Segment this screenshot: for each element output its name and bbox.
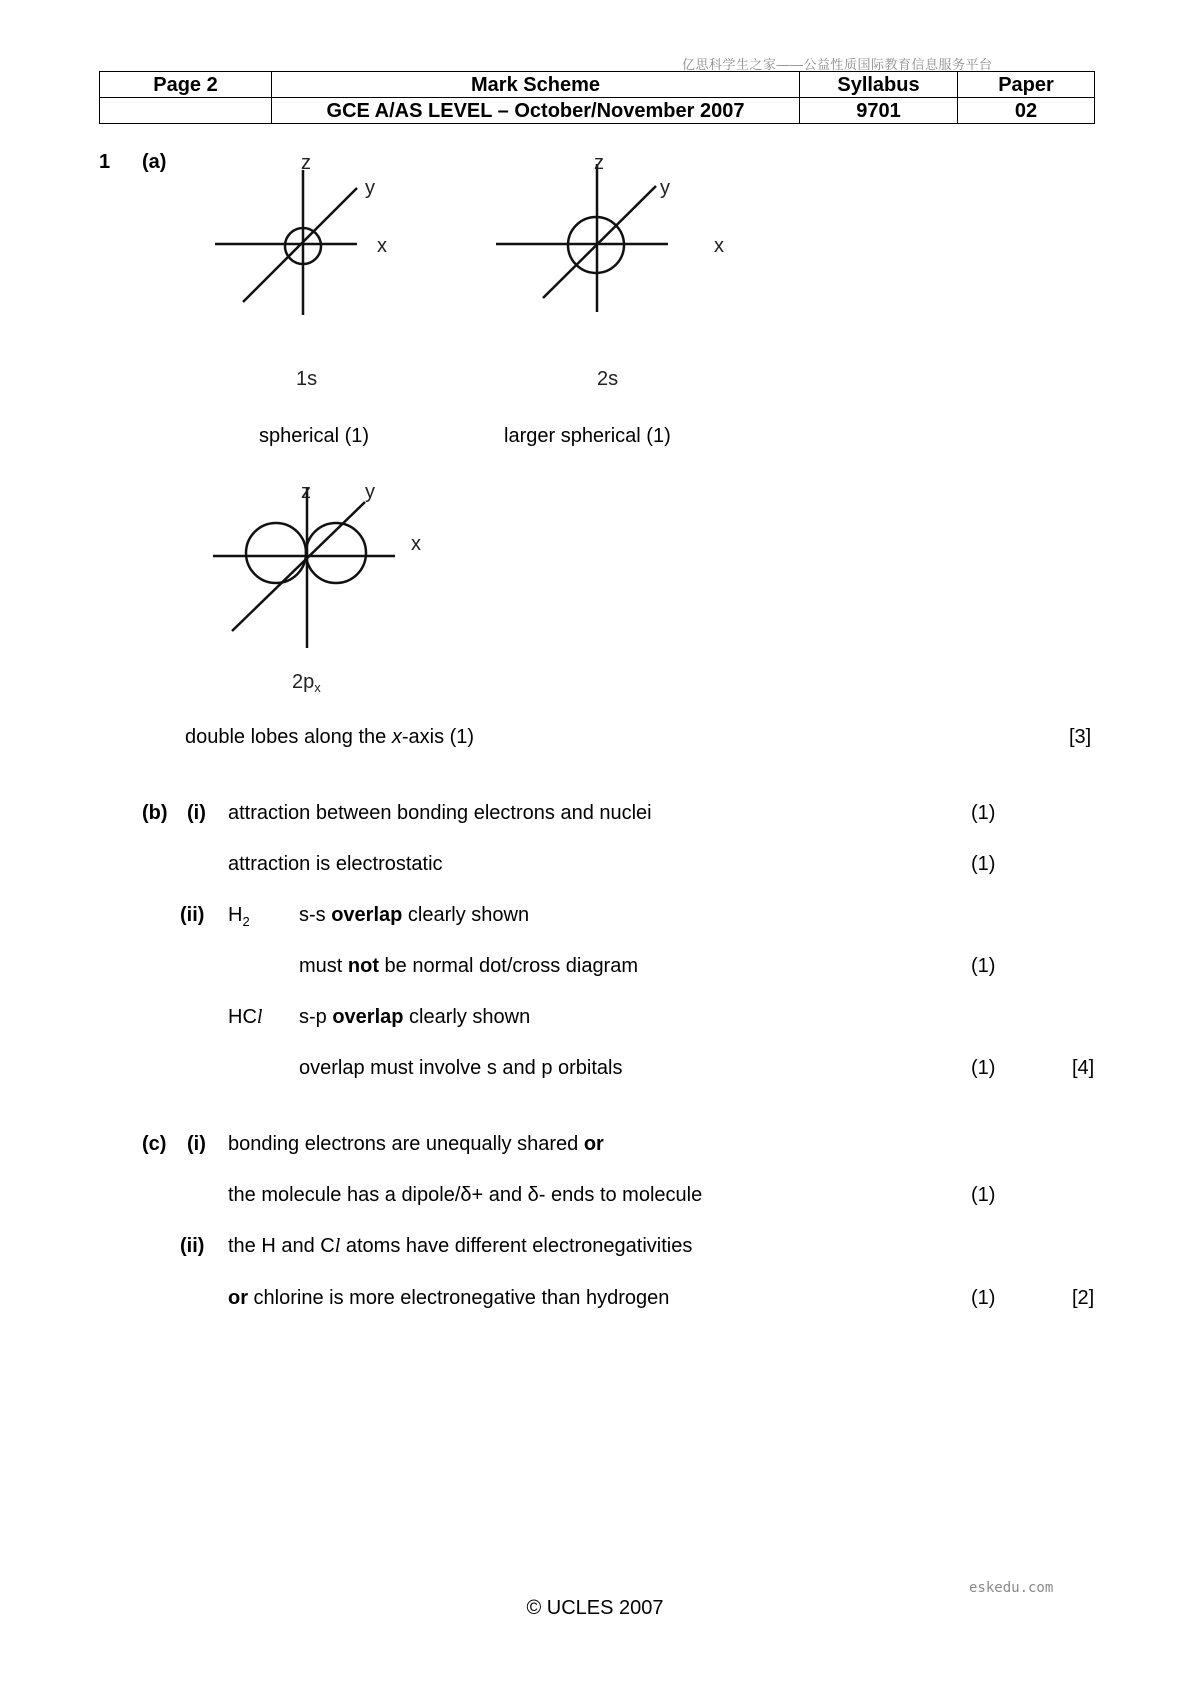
orbital-name-2px: $2p_x$: [292, 671, 321, 695]
axis-x-label: x: [714, 235, 724, 257]
caption-2s: larger spherical (1): [504, 425, 671, 447]
part-b-i-line1: attraction between bonding electrons and nuclei: [228, 802, 652, 824]
h2-line1: s-s overlap clearly shown: [299, 904, 530, 926]
orbital-2s-diagram: [490, 150, 740, 395]
header-paper-label: Paper: [958, 72, 1095, 98]
watermark-bottom: eskedu.com: [969, 1580, 1054, 1596]
header-syllabus: 9701: [800, 98, 958, 124]
hcl-label: HCl: [228, 1006, 263, 1028]
question-number: 1: [99, 151, 111, 173]
header-table: [99, 71, 1095, 124]
caption-1s: spherical (1): [259, 425, 370, 447]
header-syllabus-label: Syllabus: [800, 72, 958, 98]
mark: (1): [971, 802, 996, 824]
mark: (1): [971, 853, 996, 875]
orbital-name-2s: 2s: [597, 368, 619, 390]
header-subtitle: GCE A/AS LEVEL – October/November 2007: [272, 98, 800, 124]
part-c-i-label: (i): [187, 1133, 206, 1155]
orbital-name-1s: 1s: [296, 368, 318, 390]
part-c-ii-label: (ii): [180, 1235, 205, 1257]
axis-x-label: x: [411, 533, 421, 555]
h2-line2: must not be normal dot/cross diagram: [299, 955, 639, 977]
part-c-label: (c): [142, 1133, 167, 1155]
mark: (1): [971, 1184, 996, 1206]
mark: (1): [971, 1287, 996, 1309]
axis-y-label: y: [660, 177, 670, 199]
orbital-1s-diagram: [205, 150, 405, 395]
axis-z-label: z: [301, 152, 311, 174]
part-a-total: [3]: [1069, 726, 1092, 748]
part-c-i-line2: the molecule has a dipole/δ+ and δ- ends to molecule: [228, 1184, 703, 1206]
header-title: Mark Scheme: [272, 72, 800, 98]
footer-copyright: © UCLES 2007: [526, 1597, 664, 1619]
mark: (1): [971, 1057, 996, 1079]
part-b-total: [4]: [1072, 1057, 1095, 1079]
h2-label: $H_2$: [228, 904, 250, 929]
header-page: Page 2: [100, 72, 272, 98]
part-b-i-line2: attraction is electrostatic: [228, 853, 443, 875]
hcl-line2: overlap must involve s and p orbitals: [299, 1057, 623, 1079]
part-c-ii-line2: or chlorine is more electronegative than hydrogen: [228, 1287, 670, 1309]
axis-z-label: z: [594, 152, 604, 174]
axis-z-label: z: [301, 481, 311, 503]
header-paper: 02: [958, 98, 1095, 124]
part-b-i-label: (i): [187, 802, 206, 824]
axis-y-label: y: [365, 177, 375, 199]
part-c-i-line1: bonding electrons are unequally shared or: [228, 1133, 604, 1155]
part-a-conclusion: double lobes along the x-axis (1): [185, 726, 475, 748]
part-a-label: (a): [142, 151, 167, 173]
orbital-2px-diagram: [205, 478, 445, 698]
part-b-ii-label: (ii): [180, 904, 205, 926]
axis-x-label: x: [377, 235, 387, 257]
part-b-label: (b): [142, 802, 168, 824]
hcl-line1: s-p overlap clearly shown: [299, 1006, 531, 1028]
axis-y-label: y: [365, 481, 375, 503]
header-empty-cell: [100, 98, 272, 124]
part-c-total: [2]: [1072, 1287, 1095, 1309]
watermark-top: 亿思科学生之家——公益性质国际教育信息服务平台: [682, 57, 993, 72]
mark: (1): [971, 955, 996, 977]
part-c-ii-line1: the H and Cl atoms have different electronegativities: [228, 1235, 693, 1257]
